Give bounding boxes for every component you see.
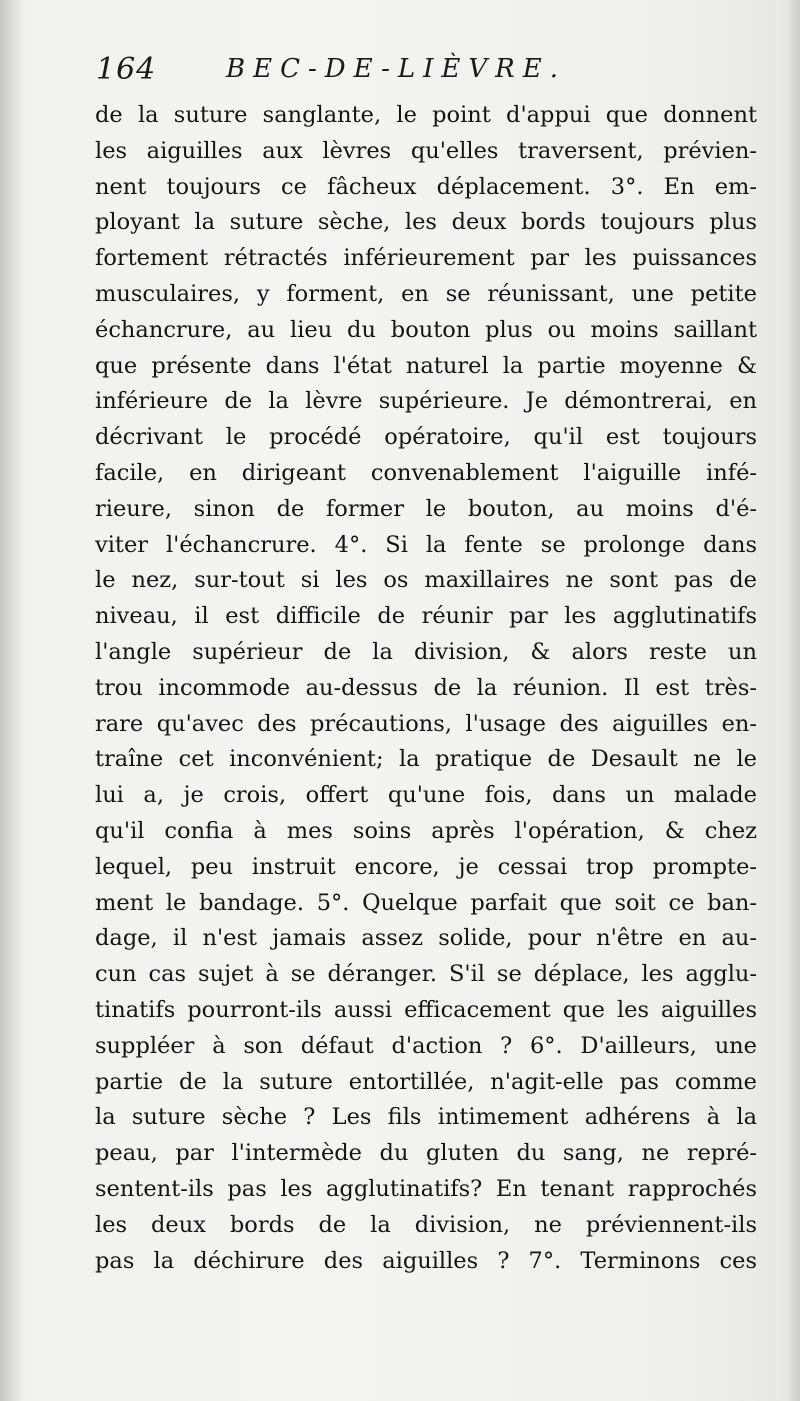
text-line: lequel, peu instruit encore, je cessai trop prompte-: [95, 853, 757, 880]
text-line: la suture sèche ? Les fils intimement adhérens à la: [95, 1104, 757, 1131]
text-line: facile, en dirigeant convenablement l'aiguille infé-: [95, 459, 757, 486]
text-line: les deux bords de la division, ne préviennent-ils: [95, 1211, 757, 1238]
text-line: l'angle supérieur de la division, & alors reste un: [95, 638, 757, 665]
text-line: inférieure de la lèvre supérieure. Je démontrerai, en: [95, 388, 757, 415]
text-line: échancrure, au lieu du bouton plus ou moins saillant: [95, 316, 757, 343]
running-head: [96, 52, 756, 92]
page-edge-shadow: [786, 0, 800, 1401]
text-line: lui a, je crois, offert qu'une fois, dans un malade: [95, 782, 757, 809]
text-line: décrivant le procédé opératoire, qu'il est toujours: [95, 424, 757, 451]
page-number: 164: [96, 52, 157, 87]
text-line: musculaires, y forment, en se réunissant, une petite: [95, 280, 757, 307]
text-line: de la suture sanglante, le point d'appui que donnent: [95, 102, 757, 128]
text-line: le nez, sur-tout si les os maxillaires ne sont pas de: [95, 567, 757, 594]
body-text: [95, 98, 757, 1279]
text-line: sentent-ils pas les agglutinatifs? En tenant rapprochés: [95, 1175, 757, 1202]
text-line: pas la déchirure des aiguilles ? 7°. Terminons ces: [95, 1247, 757, 1274]
text-line: qu'il confia à mes soins après l'opération, & chez: [95, 817, 757, 844]
text-line: ployant la suture sèche, les deux bords toujours plus: [95, 209, 757, 236]
text-line: ment le bandage. 5°. Quelque parfait que soit ce ban-: [95, 889, 757, 916]
text-line: dage, il n'est jamais assez solide, pour n'être en au-: [95, 925, 757, 952]
text-line: nent toujours ce fâcheux déplacement. 3°. En em-: [95, 173, 757, 200]
text-line: viter l'échancrure. 4°. Si la fente se prolonge dans: [95, 531, 757, 558]
text-line: tinatifs pourront-ils aussi efficacement que les aiguilles: [95, 996, 757, 1023]
text-line: niveau, il est difficile de réunir par les agglutinatifs: [95, 603, 757, 630]
text-line: peau, par l'intermède du gluten du sang, ne repré-: [95, 1140, 757, 1167]
text-line: rieure, sinon de former le bouton, au moins d'é-: [95, 495, 757, 522]
text-line: que présente dans l'état naturel la partie moyenne &: [95, 352, 757, 379]
text-line: les aiguilles aux lèvres qu'elles traversent, prévien-: [95, 137, 757, 164]
text-line: suppléer à son défaut d'action ? 6°. D'ailleurs, une: [95, 1032, 757, 1059]
running-title: BEC-DE-LIÈVRE.: [226, 54, 566, 84]
gutter-shadow: [0, 0, 24, 1401]
text-line: cun cas sujet à se déranger. S'il se déplace, les agglu-: [95, 961, 757, 988]
text-line: trou incommode au-dessus de la réunion. Il est très-: [95, 674, 757, 701]
text-line: rare qu'avec des précautions, l'usage des aiguilles en-: [95, 710, 757, 737]
text-line: partie de la suture entortillée, n'agit-elle pas comme: [95, 1068, 757, 1095]
text-line: fortement rétractés inférieurement par les puissances: [95, 245, 757, 272]
text-line: traîne cet inconvénient; la pratique de Desault ne le: [95, 746, 757, 773]
